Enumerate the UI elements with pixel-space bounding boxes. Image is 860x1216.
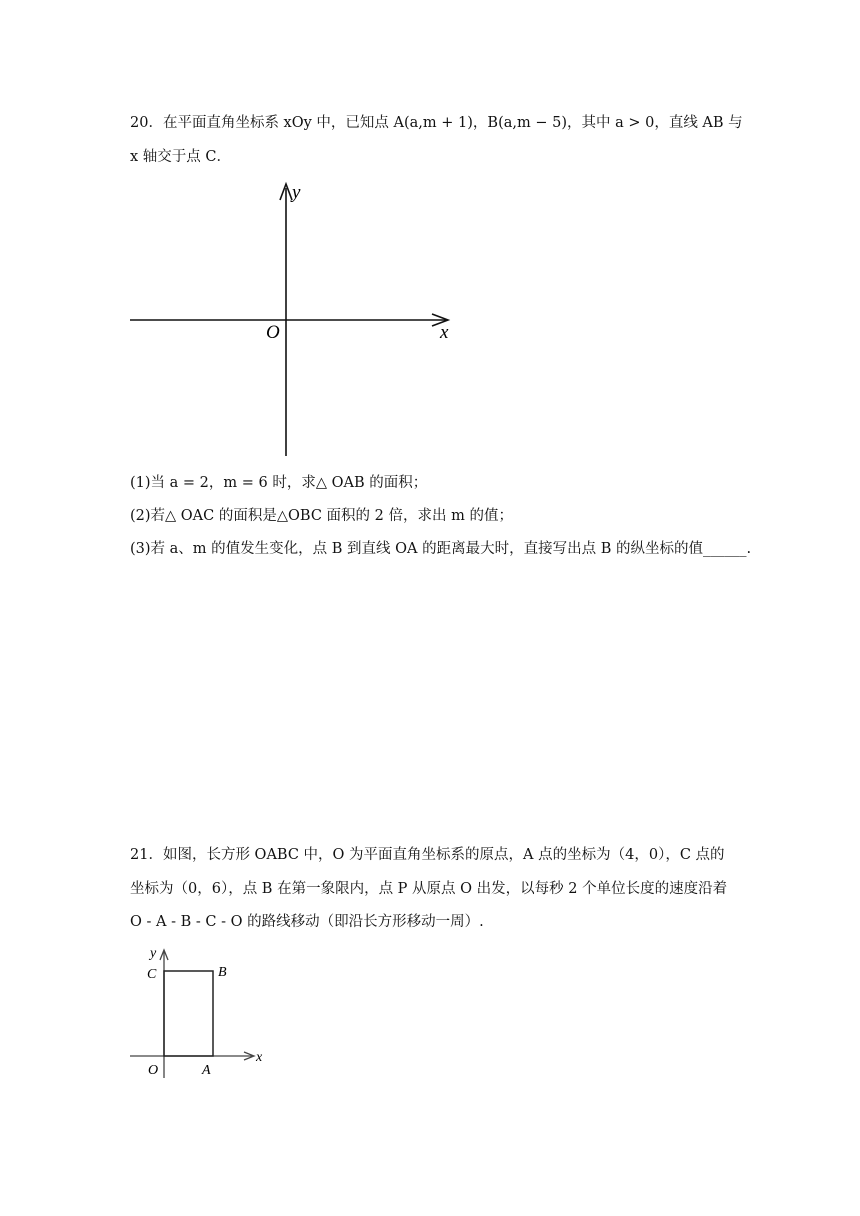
q20-label-x: x bbox=[440, 322, 449, 343]
q21-stem-line3: O ‑ A ‑ B ‑ C ‑ O 的路线移动（即沿长方形移动一周）. bbox=[130, 914, 484, 930]
q21-label-y: y bbox=[150, 946, 157, 961]
q20-stem-line1: 20．在平面直角坐标系 xOy 中，已知点 A(a,m + 1)，B(a,m − 5)，其中 a > 0，直线 AB 与 bbox=[130, 115, 743, 131]
q21-label-a: A bbox=[202, 1063, 211, 1078]
q21-rectangle-oabc bbox=[164, 971, 213, 1056]
q20-stem-line2: x 轴交于点 C． bbox=[130, 149, 231, 165]
q20-coordinate-figure bbox=[128, 180, 468, 458]
q21-rectangle-figure bbox=[128, 940, 278, 1080]
q21-label-c: C bbox=[147, 967, 157, 982]
q21-stem-line1: 21．如图，长方形 OABC 中，O 为平面直角坐标系的原点，A 点的坐标为（4，0），C 点的 bbox=[130, 847, 725, 863]
q21-label-b: B bbox=[218, 965, 227, 980]
q20-label-origin: O bbox=[266, 322, 280, 343]
q20-subquestion-3: (3)若 a、m 的值发生变化，点 B 到直线 OA 的距离最大时，直接写出点 B 的纵坐标的值______. bbox=[130, 541, 752, 557]
q20-label-y: y bbox=[292, 182, 301, 203]
q20-subquestion-1: (1)当 a = 2，m = 6 时，求△ OAB 的面积； bbox=[130, 475, 428, 491]
q21-label-x: x bbox=[256, 1050, 263, 1065]
q20-subquestion-2: (2)若△ OAC 的面积是△OBC 面积的 2 倍，求出 m 的值； bbox=[130, 508, 513, 524]
q21-stem-line2: 坐标为（0，6），点 B 在第一象限内，点 P 从原点 O 出发，以每秒 2 个单位长度的速度沿着 bbox=[130, 881, 728, 897]
q21-label-o: O bbox=[148, 1063, 159, 1078]
